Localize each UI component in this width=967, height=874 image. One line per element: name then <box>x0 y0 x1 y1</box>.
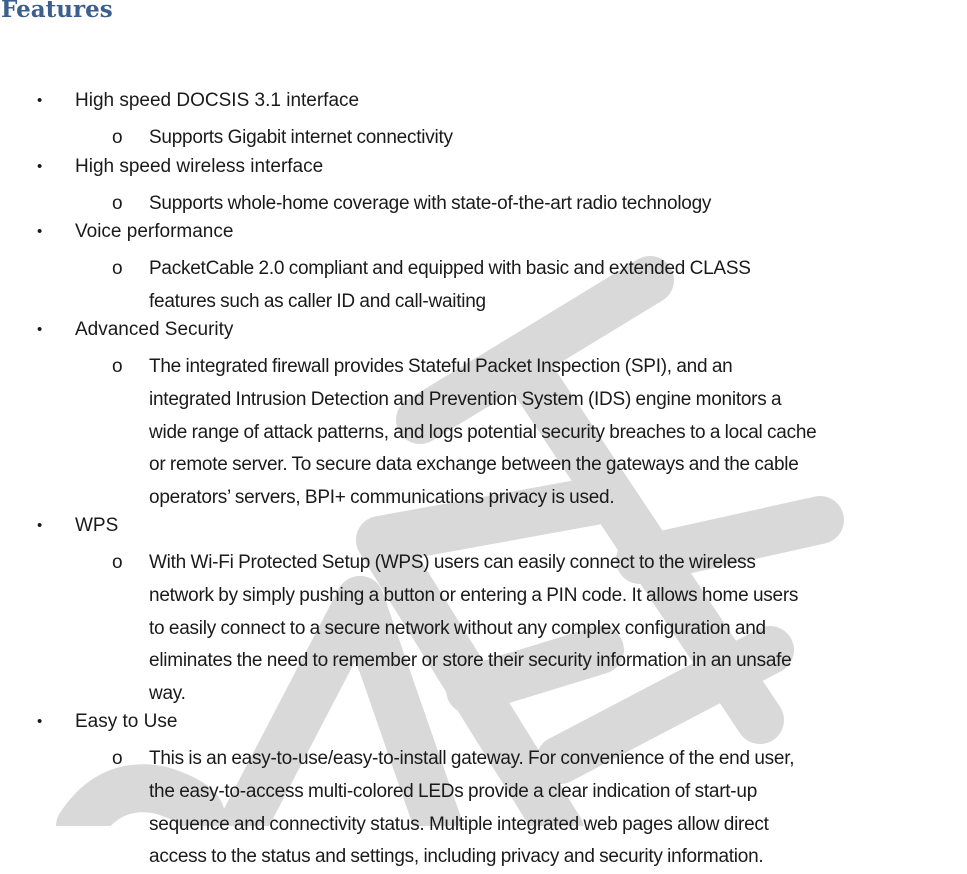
bullet-icon: • <box>37 223 43 241</box>
page-title: Features <box>1 0 113 23</box>
bullet-icon: • <box>37 92 43 109</box>
feature-detail: The integrated firewall provides Stateful Packet Inspection (SPI), and an integrated Intrusion Detection and Prevention System (IDS) engine monitors a wide range of attack patterns, and logs potential security breaches to a local cache or remote server. To secure data exchange between the gateways and the cable operators’ servers, BPI+ communications privacy is used. <box>149 356 817 508</box>
feature-detail: This is an easy-to-use/easy-to-install gateway. For convenience of the end user, the easy-to-access multi-colored LEDs provide a clear indication of start-up sequence and connectivity status. Multiple integrated web pages allow direct access to the status and settings, including privacy and security information. <box>149 748 795 868</box>
feature-detail: With Wi-Fi Protected Setup (WPS) users can easily connect to the wireless network by simply pushing a button or entering a PIN code. It allows home users to easily connect to a secure network without any complex configuration and eliminates the need to remember or store their security information in an unsafe way. <box>149 552 799 704</box>
sub-bullet-icon: o <box>112 552 123 574</box>
feature-item-security <box>0 318 967 514</box>
feature-item-easy-to-use <box>0 710 967 873</box>
sub-bullet-icon: o <box>112 748 123 770</box>
feature-title: High speed DOCSIS 3.1 interface <box>75 90 360 111</box>
sub-bullet-icon: o <box>112 127 123 148</box>
feature-detail: PacketCable 2.0 compliant and equipped with basic and extended CLASS features such as caller ID and call-waiting <box>149 258 751 312</box>
feature-detail: Supports Gigabit internet connectivity <box>149 127 453 148</box>
feature-item-wireless <box>0 155 967 221</box>
sub-bullet-icon: o <box>112 258 123 280</box>
feature-title: High speed wireless interface <box>75 155 324 177</box>
feature-item-docsis <box>0 89 967 155</box>
feature-title: WPS <box>75 515 119 537</box>
bullet-icon: • <box>37 157 43 175</box>
feature-detail: Supports whole-home coverage with state-of-the-art radio technology <box>149 192 712 214</box>
feature-item-wps <box>0 514 967 710</box>
feature-title: Voice performance <box>75 221 234 243</box>
bullet-icon: • <box>37 517 43 535</box>
feature-title: Easy to Use <box>75 711 178 733</box>
feature-title: Advanced Security <box>75 319 234 341</box>
sub-bullet-icon: o <box>112 192 123 214</box>
sub-bullet-icon: o <box>112 356 123 378</box>
bullet-icon: • <box>37 713 43 731</box>
bullet-icon: • <box>37 321 43 339</box>
feature-list <box>0 89 967 874</box>
feature-item-voice <box>0 220 967 318</box>
